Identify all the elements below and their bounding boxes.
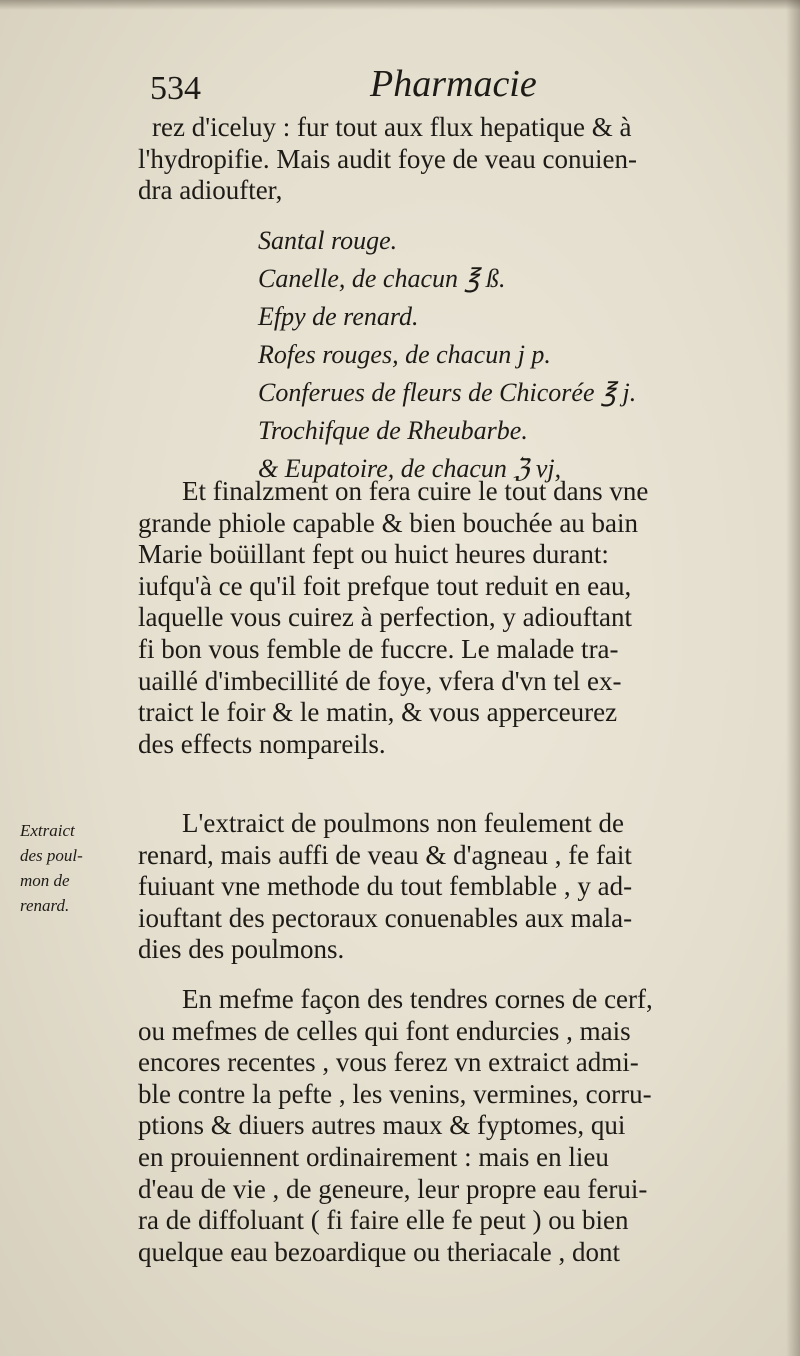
margin-note-line: mon de [20,871,70,890]
margin-note-line: renard. [20,896,70,915]
recipe-item: & Eupatoire, de chacun ℨ vj, [258,454,562,483]
text-line: d'eau de vie , de geneure, leur propre eau ferui- [138,1173,648,1204]
page-gutter-shadow [786,0,800,1356]
margin-note [20,818,130,918]
margin-note-line: des poul- [20,846,83,865]
text-line: iouftant des pectoraux conuenables aux mala- [138,902,633,933]
text-line: ou mefmes de celles qui font endurcies , mais [138,1015,631,1046]
page-number: 534 [150,70,201,107]
text-line: ra de diffoluant ( fi faire elle fe peut ) ou bien [138,1205,629,1236]
text-line: En mefme façon des tendres cornes de cerf, [182,984,653,1014]
text-line: ble contre la pefte , les venins, vermines, corru- [138,1078,652,1109]
recipe-list [258,222,688,488]
recipe-item: Conferues de fleurs de Chicorée ℥ j. [258,378,637,407]
paragraph-3 [138,808,738,966]
paragraph-2 [138,476,738,760]
running-head: Pharmacie [370,63,537,105]
recipe-item: Efpy de renard. [258,302,419,331]
recipe-item: Trochifque de Rheubarbe. [258,416,528,445]
margin-note-line: Extraict [20,821,75,840]
recipe-item: Rofes rouges, de chacun j p. [258,340,551,369]
text-line: l'hydropifie. Mais audit foye de veau conuien- [138,143,637,174]
text-line: en prouiennent ordinairement : mais en lieu [138,1141,609,1172]
text-line: traict le foir & le matin, & vous apperceurez [138,697,618,728]
page-header [150,62,730,112]
text-line: fi bon vous femble de fuccre. Le malade tra- [138,633,619,664]
text-line: quelque eau bezoardique ou theriacale , dont [138,1236,621,1267]
text-line: fuiuant vne methode du tout femblable , y ad- [138,871,633,902]
text-line: encores recentes , vous ferez vn extraict admi- [138,1047,639,1078]
text-line: rez d'iceluy : fur tout aux flux hepatique & à [152,112,632,142]
text-line: uaillé d'imbecillité de foye, vfera d'vn tel ex- [138,665,622,696]
text-line: dra adioufter, [138,175,283,206]
recipe-item: Canelle, de chacun ℥ ß. [258,264,506,293]
text-line: dies des poulmons. [138,934,345,965]
text-line: Marie boüillant fept ou huict heures durant: [138,539,609,570]
text-line: ptions & diuers autres maux & fyptomes, qui [138,1110,626,1141]
text-line: laquelle vous cuirez à perfection, y adiouftant [138,602,633,633]
text-line: renard, mais auffi de veau & d'agneau , fe fait [138,839,632,870]
recipe-item: Santal rouge. [258,226,398,255]
paragraph-4 [138,984,738,1268]
text-line: grande phiole capable & bien bouchée au bain [138,507,639,538]
text-line: Et finalzment on fera cuire le tout dans vne [182,476,649,506]
text-line: L'extraict de poulmons non feulement de [182,808,624,838]
paragraph-1 [138,112,738,207]
page-top-shadow [0,0,800,10]
text-line: des effects nompareils. [138,728,386,759]
text-line: iufqu'à ce qu'il foit prefque tout reduit en eau, [138,570,632,601]
